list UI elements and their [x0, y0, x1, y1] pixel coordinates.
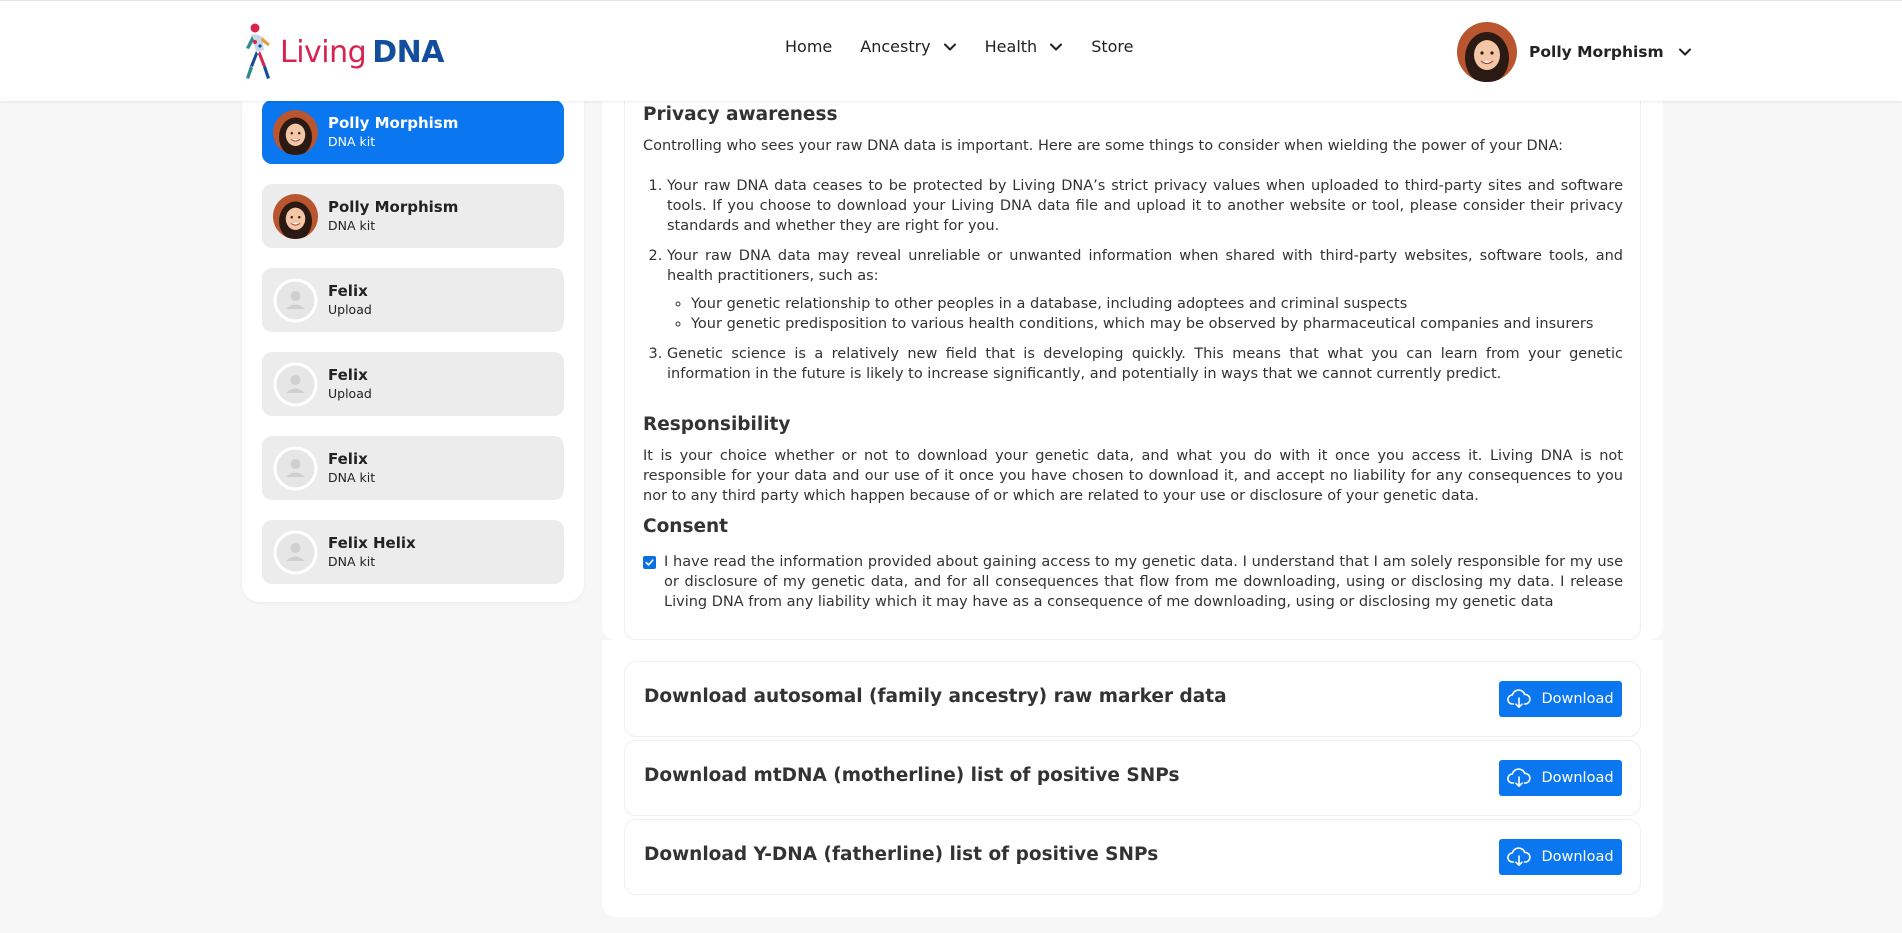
user-name: Polly Morphism: [1529, 43, 1664, 61]
nav-store[interactable]: Store: [1091, 37, 1134, 56]
kit-name: Felix: [328, 365, 368, 384]
kit-name: Felix: [328, 281, 368, 300]
list-item: 3. Genetic science is a relatively new field that is developing quickly. This means that what you can learn from your genetic information in the future is likely to increase significantly, and potentially in ways that we cannot currently predict.: [667, 344, 1623, 384]
default-avatar-icon: [273, 362, 318, 407]
download-title: Download Y-DNA (fatherline) list of positive SNPs: [644, 844, 1159, 865]
kit-item-felix-upload[interactable]: [262, 268, 564, 332]
consent-text: I have read the information provided about gaining access to my genetic data. I understand that I am solely responsible for my use or disclosure of my genetic data, and for all consequences that flow from me downloading, using or disclosing my data. I release Living DNA from any liability which it may have as a consequence of me downloading, using or disclosing my genetic data: [664, 554, 1623, 610]
kit-type: DNA kit: [328, 133, 376, 149]
chevron-down-icon: [1678, 45, 1692, 59]
default-avatar-icon: [273, 446, 318, 491]
kit-item-felix-dna-kit[interactable]: [262, 436, 564, 500]
list-item: 1. Your raw DNA data ceases to be protected by Living DNA’s strict privacy values when uploaded to third-party sites and software tools. If you choose to download your Living DNA data file and upload it to another website or tool, please consider their privacy standards and whether they are right for you.: [667, 176, 1623, 236]
checkmark-icon: [644, 557, 655, 568]
kit-name: Felix Helix: [328, 533, 416, 552]
chevron-down-icon: [1049, 40, 1063, 54]
list-item: 2. Your raw DNA data may reveal unreliable or unwanted information when shared with third-party websites, software tools, and health practitioners, such as: ◦ Your genetic relationship to other peoples in a database, including adoptees and criminal suspects ◦ Your genetic predisposition to various health conditions, which may be observed by pharmaceutical companies and insurers: [667, 246, 1623, 334]
avatar: [273, 194, 318, 239]
user-avatar: [1457, 22, 1517, 82]
nav-ancestry[interactable]: Ancestry: [860, 37, 956, 56]
privacy-intro: Controlling who sees your raw DNA data is important. Here are some things to consider when wielding the power of your DNA:: [643, 138, 1564, 154]
download-autosomal-button[interactable]: Download: [1499, 681, 1622, 717]
kit-type: DNA kit: [328, 217, 376, 233]
list-item: ◦ Your genetic predisposition to various health conditions, which may be observed by pharmaceutical companies and insurers: [691, 314, 1623, 334]
logo-living-text: Living: [280, 34, 367, 70]
download-card-autosomal: [624, 661, 1641, 737]
download-title: Download autosomal (family ancestry) raw marker data: [644, 686, 1227, 707]
user-menu[interactable]: [1457, 22, 1692, 82]
cloud-download-icon: [1507, 847, 1531, 867]
consent-checkbox[interactable]: [643, 556, 656, 569]
nav-home[interactable]: Home: [785, 37, 833, 56]
kit-item-felix-helix[interactable]: [262, 520, 564, 584]
download-card-ydna: [624, 819, 1641, 895]
kit-type: DNA kit: [328, 553, 376, 569]
kit-item-polly-morphism[interactable]: [262, 184, 564, 248]
privacy-heading: Privacy awareness: [643, 104, 838, 125]
main-nav: [785, 37, 1161, 56]
kit-type: DNA kit: [328, 469, 376, 485]
nav-health[interactable]: Health: [985, 37, 1064, 56]
consent-heading: Consent: [643, 516, 729, 537]
privacy-sublist: [667, 294, 1623, 334]
kit-name: Polly Morphism: [328, 197, 459, 216]
avatar: [273, 110, 318, 155]
responsibility-heading: Responsibility: [643, 414, 791, 435]
kit-item-felix-upload-2[interactable]: [262, 352, 564, 416]
cloud-download-icon: [1507, 768, 1531, 788]
list-item: ◦ Your genetic relationship to other peoples in a database, including adoptees and criminal suspects: [691, 294, 1623, 314]
site-header: [0, 0, 1902, 101]
privacy-list: [643, 176, 1623, 384]
download-ydna-button[interactable]: Download: [1499, 839, 1622, 875]
privacy-content: [643, 102, 1623, 612]
responsibility-text: It is your choice whether or not to download your genetic data, and what you do with it once you access it. Living DNA is not responsible for your data and our use of it once you have chosen to download it, and accept no liability for any consequences to you nor to any third party which happen because of or which are related to your use or disclosure of your genetic data.: [643, 448, 1623, 504]
download-card-mtdna: [624, 740, 1641, 816]
kit-name: Polly Morphism: [328, 113, 459, 132]
download-mtdna-button[interactable]: Download: [1499, 760, 1622, 796]
kit-name: Felix: [328, 449, 368, 468]
logo-dna-text: DNA: [372, 34, 444, 70]
kit-type: Upload: [328, 301, 372, 317]
kit-item-polly-morphism-active[interactable]: [262, 100, 564, 164]
default-avatar-icon: [273, 530, 318, 575]
dna-figure-logo-icon: [240, 22, 276, 82]
chevron-down-icon: [943, 40, 957, 54]
living-dna-logo[interactable]: [240, 21, 444, 83]
kit-type: Upload: [328, 385, 372, 401]
download-title: Download mtDNA (motherline) list of positive SNPs: [644, 765, 1180, 786]
kit-sidebar: [242, 82, 584, 602]
consent-row: [643, 552, 1623, 612]
default-avatar-icon: [273, 278, 318, 323]
cloud-download-icon: [1507, 689, 1531, 709]
